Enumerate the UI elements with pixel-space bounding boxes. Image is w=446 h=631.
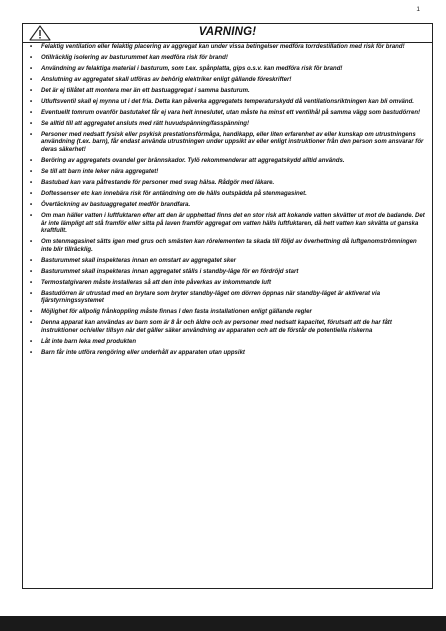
bullet: • [30, 320, 33, 327]
warning-item [30, 320, 426, 335]
warning-item [30, 280, 426, 288]
warning-item [30, 180, 426, 188]
warning-item-text: Personer med nedsatt fysisk eller psykisk prestationsförmåga, handikapp, eller liten erfarenhet av eller kunskap om utrustningens användning (t.ex. barn), får endast använda utrustningen under uppsikt av eller enligt instruktioner från den person som ansvarar för deras säkerhet! [41, 131, 424, 154]
warning-item-text: Eventuellt tomrum ovanför bastutaket får ej vara helt inneslutet, utan måste ha minst ett ventilhål på samma vägg som bastudörren! [41, 109, 421, 116]
bullet: • [30, 212, 33, 219]
warning-item-text: Se till att barn inte leker nära aggregatet! [41, 169, 159, 176]
warning-item-text: Om stenmagasinet sätts igen med grus och smästen kan rörelementen ta skada till följd av överhettning då luftgenomströmningen inte blir tillräcklig. [41, 239, 417, 253]
bullet: • [30, 158, 33, 165]
bullet: • [30, 268, 33, 275]
warning-item [30, 191, 426, 199]
warning-item [30, 44, 426, 52]
bullet: • [30, 87, 33, 94]
bullet: • [30, 239, 33, 246]
bullet: • [30, 257, 33, 264]
warning-item [30, 55, 426, 63]
bullet: • [30, 44, 33, 50]
warning-item [30, 309, 426, 317]
warning-item-text: Övertäckning av bastuaggregatet medför brandfara. [41, 201, 191, 208]
bullet: • [30, 169, 33, 176]
warning-item [30, 99, 426, 107]
warning-item-text: Låt inte barn leka med produkten [41, 338, 137, 345]
bullet: • [30, 120, 33, 127]
warning-box [22, 23, 433, 589]
warning-item-text: Doftessenser etc kan innebära risk för antändning om de hälls outspädda på stenmagasinet. [41, 191, 307, 197]
bullet: • [30, 98, 33, 105]
warning-item [30, 239, 426, 254]
warning-item [30, 132, 426, 155]
warning-item [30, 269, 426, 277]
warning-item-text: Användning av felaktiga material i basturum, som t.ex. spånplatta, gips o.s.v. kan medföra risk för brand! [41, 65, 343, 72]
warning-item [30, 169, 426, 177]
warning-item [30, 202, 426, 210]
bullet: • [30, 338, 33, 345]
warning-item [30, 213, 426, 236]
warning-item [30, 258, 426, 266]
warning-item [30, 158, 426, 166]
warning-item [30, 291, 426, 306]
bullet: • [30, 349, 33, 356]
warning-item-text: Basturummet skall inspekteras innan en omstart av aggregatet sker [41, 257, 236, 264]
warning-item-text: Om man häller vatten i luftfuktaren efter att den är upphettad finns det en stor risk att kokande vatten skvätter ut mot de badande. Det är inte lämpligt att stå framför eller sitta på laven framför aggregat om vatten hälls luftfuktaren, då hett vatten kan skvätta ut ganska kraftfullt. [41, 212, 425, 235]
warning-header [23, 24, 432, 43]
bullet: • [30, 309, 33, 316]
bullet: • [30, 180, 33, 187]
warning-item-text: Beröring av aggregatets ovandel ger brännskador. Tylö rekommenderar att aggregatskydd alltid används. [41, 158, 345, 165]
warning-list [23, 43, 432, 357]
bullet: • [30, 131, 33, 138]
warning-item-text: Möjlighet för allpolig frånkoppling måste finnas I den fasta installationen enligt gällande regler [41, 309, 312, 316]
warning-item-text: Bastudörren är utrustad med en brytare som bryter standby-läget om dörren öppnas när standby-läget är aktiverat via fjärstyrningssystemet [41, 290, 381, 305]
bullet: • [30, 65, 33, 72]
warning-title: VARNING! [198, 26, 257, 38]
warning-item [30, 88, 426, 96]
warning-item-text: Utluftsventil skall ej mynna ut i det fria. Detta kan påverka aggregatets temperaturskydd då ventilationsriktningen kan bli omvänd. [41, 98, 414, 105]
warning-item [30, 77, 426, 85]
warning-item [30, 66, 426, 74]
warning-item-text: Denna apparat kan användas av barn som är 8 år och äldre och av personer med nedsatt kapacitet, förutsatt att de har fått instruktioner och/eller tillsyn när det gäller säker användning av apparaten och att de förstår de potentiella riskerna [41, 320, 392, 334]
warning-item [30, 121, 426, 129]
warning-item-text: Otillräcklig isolering av basturummet kan medföra risk för brand! [41, 54, 228, 61]
warning-item-text: Basturummet skall inspekteras innan aggregatet ställs i standby-läge för en fördröjd start [41, 268, 299, 275]
page-number: 1 [416, 6, 420, 13]
warning-item-text: Se alltid till att aggregatet ansluts med rätt huvudspänning/fasspänning! [41, 120, 249, 127]
warning-item [30, 339, 426, 347]
footer-bar [0, 616, 446, 631]
bullet: • [30, 109, 33, 116]
warning-item [30, 110, 426, 118]
warning-item-text: Det är ej tillåtet att montera mer än ett bastuaggregat i samma basturum. [41, 87, 250, 94]
bullet: • [30, 54, 33, 61]
bullet: • [30, 290, 33, 297]
warning-item-text: Barn får inte utföra rengöring eller underhåll av apparaten utan uppsikt [41, 349, 245, 356]
warning-item-text: Termostatgivaren måste installeras så att den inte påverkas av inkommande luft [41, 279, 271, 286]
bullet: • [30, 201, 33, 208]
bullet: • [30, 279, 33, 286]
bullet: • [30, 191, 33, 197]
warning-item-text: Felaktig ventilation eller felaktig placering av aggregat kan under vissa betingelser medföra torrdestillation med risk för brand! [41, 44, 405, 50]
warning-item [30, 350, 426, 358]
warning-item-text: Anslutning av aggregatet skall utföras av behörig elektriker enligt gällande föreskrifter! [41, 76, 292, 83]
bullet: • [30, 76, 33, 83]
warning-item-text: Bastubad kan vara påfrestande för personer med svag hälsa. Rådgör med läkare. [41, 180, 275, 187]
